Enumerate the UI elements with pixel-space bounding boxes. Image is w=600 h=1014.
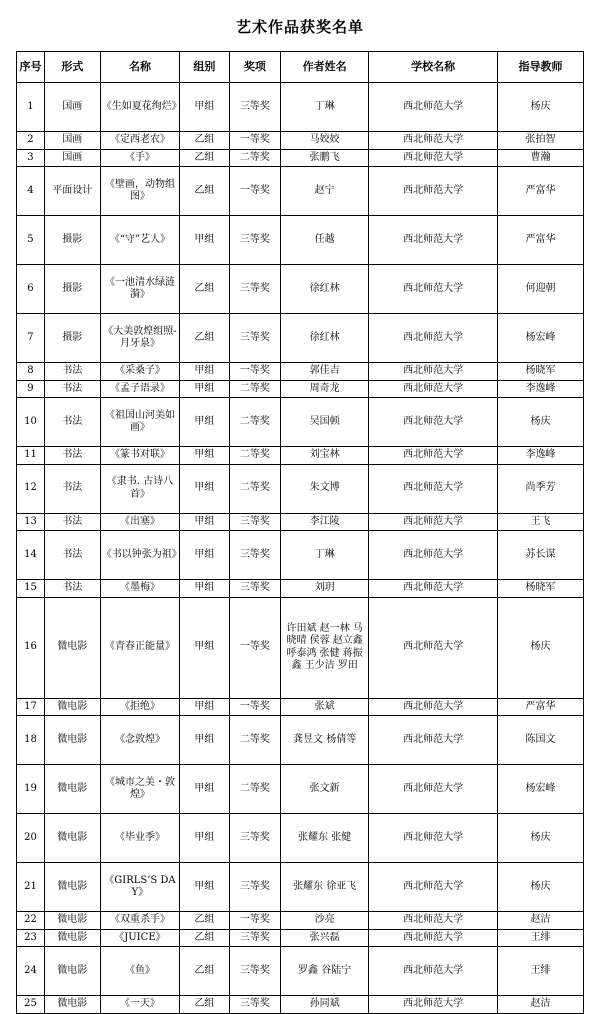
cell-name: 《隶书. 古诗八首》	[100, 464, 179, 513]
cell-name: 《大美敦煌组照-月牙泉》	[100, 314, 179, 363]
table-row	[17, 216, 584, 265]
cell-author: 丁琳	[281, 531, 369, 580]
cell-author: 罗鑫 谷陆宁	[281, 947, 369, 996]
cell-tutor: 杨晓军	[498, 580, 584, 598]
cell-group: 甲组	[180, 398, 229, 447]
cell-prize: 三等奖	[229, 814, 281, 863]
cell-author: 张斌	[281, 698, 369, 716]
cell-tutor: 杨庆	[498, 83, 584, 132]
table-row	[17, 380, 584, 398]
table-row	[17, 912, 584, 930]
table-row	[17, 447, 584, 465]
cell-school: 西北师范大学	[369, 912, 498, 930]
cell-group: 甲组	[180, 580, 229, 598]
cell-form: 微电影	[44, 863, 100, 912]
table-header	[17, 52, 584, 83]
cell-school: 西北师范大学	[369, 597, 498, 698]
cell-author: 刘玥	[281, 580, 369, 598]
table-row	[17, 314, 584, 363]
cell-prize: 一等奖	[229, 698, 281, 716]
cell-prize: 三等奖	[229, 513, 281, 531]
cell-group: 甲组	[180, 513, 229, 531]
cell-prize: 二等奖	[229, 149, 281, 167]
table-row	[17, 363, 584, 381]
cell-form: 微电影	[44, 947, 100, 996]
cell-no: 22	[17, 912, 45, 930]
cell-no: 25	[17, 996, 45, 1014]
cell-school: 西北师范大学	[369, 149, 498, 167]
table-row	[17, 531, 584, 580]
table-row	[17, 814, 584, 863]
cell-group: 甲组	[180, 447, 229, 465]
cell-no: 13	[17, 513, 45, 531]
table-row	[17, 149, 584, 167]
cell-author: 龚昱文 杨倩等	[281, 716, 369, 765]
table-row	[17, 597, 584, 698]
table-row	[17, 716, 584, 765]
cell-group: 乙组	[180, 149, 229, 167]
cell-form: 书法	[44, 363, 100, 381]
cell-school: 西北师范大学	[369, 580, 498, 598]
cell-name: 《墨梅》	[100, 580, 179, 598]
cell-form: 微电影	[44, 765, 100, 814]
cell-school: 西北师范大学	[369, 265, 498, 314]
cell-form: 书法	[44, 513, 100, 531]
cell-form: 微电影	[44, 912, 100, 930]
table-row	[17, 398, 584, 447]
cell-no: 21	[17, 863, 45, 912]
cell-tutor: 杨庆	[498, 814, 584, 863]
table-row	[17, 132, 584, 150]
cell-tutor: 曹瀚	[498, 149, 584, 167]
cell-name: 《书以钟张为祖》	[100, 531, 179, 580]
cell-name: 《双重杀手》	[100, 912, 179, 930]
column-header-no: 序号	[17, 52, 45, 83]
cell-group: 甲组	[180, 716, 229, 765]
cell-form: 书法	[44, 531, 100, 580]
cell-name: 《出塞》	[100, 513, 179, 531]
cell-prize: 一等奖	[229, 167, 281, 216]
cell-group: 甲组	[180, 814, 229, 863]
cell-no: 1	[17, 83, 45, 132]
cell-tutor: 严富华	[498, 216, 584, 265]
cell-tutor: 严富华	[498, 167, 584, 216]
cell-no: 18	[17, 716, 45, 765]
cell-no: 12	[17, 464, 45, 513]
page-title: 艺术作品获奖名单	[235, 18, 364, 36]
table-header-row	[17, 52, 584, 83]
cell-prize: 二等奖	[229, 380, 281, 398]
cell-no: 17	[17, 698, 45, 716]
cell-tutor: 王绯	[498, 929, 584, 947]
column-header-prize: 奖项	[229, 52, 281, 83]
cell-group: 甲组	[180, 765, 229, 814]
cell-prize: 三等奖	[229, 531, 281, 580]
cell-group: 乙组	[180, 132, 229, 150]
column-header-name: 名称	[100, 52, 179, 83]
cell-name: 《篆书对联》	[100, 447, 179, 465]
cell-school: 西北师范大学	[369, 716, 498, 765]
cell-tutor: 杨晓军	[498, 363, 584, 381]
table-body	[17, 83, 584, 1014]
cell-group: 乙组	[180, 947, 229, 996]
cell-form: 微电影	[44, 814, 100, 863]
column-header-group: 组别	[180, 52, 229, 83]
table-row	[17, 513, 584, 531]
cell-school: 西北师范大学	[369, 447, 498, 465]
cell-tutor: 杨宏峰	[498, 314, 584, 363]
cell-name: 《一池清水绿涟漪》	[100, 265, 179, 314]
cell-form: 微电影	[44, 996, 100, 1014]
table-row	[17, 464, 584, 513]
cell-school: 西北师范大学	[369, 929, 498, 947]
cell-school: 西北师范大学	[369, 216, 498, 265]
cell-prize: 一等奖	[229, 363, 281, 381]
cell-form: 国画	[44, 132, 100, 150]
cell-author: 马姣姣	[281, 132, 369, 150]
cell-prize: 二等奖	[229, 464, 281, 513]
cell-author: 郭佳吉	[281, 363, 369, 381]
cell-group: 乙组	[180, 314, 229, 363]
cell-group: 甲组	[180, 531, 229, 580]
cell-form: 微电影	[44, 597, 100, 698]
cell-no: 15	[17, 580, 45, 598]
cell-prize: 二等奖	[229, 398, 281, 447]
cell-form: 书法	[44, 447, 100, 465]
table-row	[17, 265, 584, 314]
cell-school: 西北师范大学	[369, 314, 498, 363]
cell-group: 甲组	[180, 380, 229, 398]
cell-no: 2	[17, 132, 45, 150]
cell-tutor: 杨庆	[498, 398, 584, 447]
cell-form: 微电影	[44, 929, 100, 947]
cell-tutor: 王飞	[498, 513, 584, 531]
cell-prize: 二等奖	[229, 447, 281, 465]
cell-no: 23	[17, 929, 45, 947]
cell-tutor: 李逸峰	[498, 447, 584, 465]
cell-no: 16	[17, 597, 45, 698]
cell-school: 西北师范大学	[369, 765, 498, 814]
cell-prize: 三等奖	[229, 863, 281, 912]
cell-group: 甲组	[180, 698, 229, 716]
cell-school: 西北师范大学	[369, 996, 498, 1014]
cell-author: 刘宝林	[281, 447, 369, 465]
cell-name: 《壁画，动物组图》	[100, 167, 179, 216]
cell-no: 14	[17, 531, 45, 580]
cell-no: 3	[17, 149, 45, 167]
cell-group: 乙组	[180, 265, 229, 314]
cell-school: 西北师范大学	[369, 513, 498, 531]
cell-no: 4	[17, 167, 45, 216]
cell-author: 沙亮	[281, 912, 369, 930]
cell-no: 7	[17, 314, 45, 363]
cell-name: 《JUICE》	[100, 929, 179, 947]
cell-author: 任越	[281, 216, 369, 265]
cell-author: 孙同斌	[281, 996, 369, 1014]
cell-name: 《GIRLS’S DAY》	[100, 863, 179, 912]
cell-prize: 三等奖	[229, 580, 281, 598]
table-row	[17, 929, 584, 947]
cell-no: 5	[17, 216, 45, 265]
cell-tutor: 赵洁	[498, 996, 584, 1014]
cell-name: 《青春正能量》	[100, 597, 179, 698]
cell-school: 西北师范大学	[369, 83, 498, 132]
column-header-tutor: 指导教师	[498, 52, 584, 83]
cell-author: 张耀东 张健	[281, 814, 369, 863]
cell-group: 乙组	[180, 996, 229, 1014]
cell-no: 11	[17, 447, 45, 465]
cell-school: 西北师范大学	[369, 398, 498, 447]
cell-prize: 三等奖	[229, 947, 281, 996]
cell-tutor: 杨宏峰	[498, 765, 584, 814]
cell-group: 甲组	[180, 464, 229, 513]
table-row	[17, 765, 584, 814]
column-header-author: 作者姓名	[281, 52, 369, 83]
cell-school: 西北师范大学	[369, 947, 498, 996]
cell-tutor: 李逸峰	[498, 380, 584, 398]
cell-author: 张文新	[281, 765, 369, 814]
cell-prize: 三等奖	[229, 265, 281, 314]
cell-author: 周奇龙	[281, 380, 369, 398]
table-row	[17, 698, 584, 716]
cell-tutor: 王绯	[498, 947, 584, 996]
cell-tutor: 赵洁	[498, 912, 584, 930]
table-row	[17, 863, 584, 912]
cell-prize: 三等奖	[229, 314, 281, 363]
cell-tutor: 何迎朝	[498, 265, 584, 314]
column-header-form: 形式	[44, 52, 100, 83]
cell-tutor: 陈国文	[498, 716, 584, 765]
cell-no: 10	[17, 398, 45, 447]
cell-form: 平面设计	[44, 167, 100, 216]
cell-tutor: 张拍智	[498, 132, 584, 150]
cell-prize: 三等奖	[229, 216, 281, 265]
table-row	[17, 580, 584, 598]
cell-name: 《念敦煌》	[100, 716, 179, 765]
cell-name: 《孟子语录》	[100, 380, 179, 398]
column-header-school: 学校名称	[369, 52, 498, 83]
cell-group: 甲组	[180, 863, 229, 912]
cell-no: 8	[17, 363, 45, 381]
cell-school: 西北师范大学	[369, 380, 498, 398]
cell-prize: 二等奖	[229, 765, 281, 814]
cell-name: 《一天》	[100, 996, 179, 1014]
table-row	[17, 996, 584, 1014]
cell-no: 19	[17, 765, 45, 814]
cell-author: 许田斌 赵一林 马晓晴 侯蓉 赵立鑫 呼泰鸿 张健 蒋振鑫 王少洁 罗田	[281, 597, 369, 698]
cell-form: 书法	[44, 398, 100, 447]
cell-form: 微电影	[44, 716, 100, 765]
table-row	[17, 167, 584, 216]
cell-form: 摄影	[44, 265, 100, 314]
cell-author: 张兴磊	[281, 929, 369, 947]
cell-name: 《采桑子》	[100, 363, 179, 381]
cell-school: 西北师范大学	[369, 531, 498, 580]
cell-name: 《生如夏花绚烂》	[100, 83, 179, 132]
cell-school: 西北师范大学	[369, 363, 498, 381]
cell-no: 24	[17, 947, 45, 996]
cell-prize: 三等奖	[229, 83, 281, 132]
cell-tutor: 杨庆	[498, 597, 584, 698]
cell-group: 乙组	[180, 929, 229, 947]
cell-group: 甲组	[180, 363, 229, 381]
cell-form: 国画	[44, 149, 100, 167]
cell-prize: 一等奖	[229, 912, 281, 930]
cell-author: 张鹏飞	[281, 149, 369, 167]
cell-school: 西北师范大学	[369, 814, 498, 863]
cell-tutor: 杨庆	[498, 863, 584, 912]
cell-author: 张耀东 徐亚飞	[281, 863, 369, 912]
cell-prize: 三等奖	[229, 996, 281, 1014]
cell-no: 9	[17, 380, 45, 398]
cell-prize: 一等奖	[229, 597, 281, 698]
cell-group: 甲组	[180, 83, 229, 132]
cell-school: 西北师范大学	[369, 167, 498, 216]
cell-tutor: 严富华	[498, 698, 584, 716]
cell-tutor: 苏长谋	[498, 531, 584, 580]
cell-name: 《拒绝》	[100, 698, 179, 716]
cell-author: 赵宁	[281, 167, 369, 216]
cell-author: 丁琳	[281, 83, 369, 132]
cell-prize: 二等奖	[229, 716, 281, 765]
cell-author: 吴国顿	[281, 398, 369, 447]
cell-form: 微电影	[44, 698, 100, 716]
cell-name: 《祖国山河美如画》	[100, 398, 179, 447]
cell-name: 《定西老农》	[100, 132, 179, 150]
cell-tutor: 尚季芳	[498, 464, 584, 513]
cell-form: 国画	[44, 83, 100, 132]
cell-no: 6	[17, 265, 45, 314]
cell-school: 西北师范大学	[369, 863, 498, 912]
cell-no: 20	[17, 814, 45, 863]
award-list-table	[16, 51, 584, 1014]
cell-name: 《毕业季》	[100, 814, 179, 863]
table-row	[17, 947, 584, 996]
cell-group: 甲组	[180, 216, 229, 265]
cell-school: 西北师范大学	[369, 464, 498, 513]
cell-school: 西北师范大学	[369, 698, 498, 716]
cell-form: 摄影	[44, 314, 100, 363]
cell-prize: 一等奖	[229, 132, 281, 150]
cell-group: 乙组	[180, 167, 229, 216]
cell-name: 《城市之美・敦煌》	[100, 765, 179, 814]
cell-author: 李江陵	[281, 513, 369, 531]
cell-author: 朱文博	[281, 464, 369, 513]
cell-author: 徐红林	[281, 265, 369, 314]
cell-name: 《“守”艺人》	[100, 216, 179, 265]
cell-form: 书法	[44, 380, 100, 398]
cell-prize: 三等奖	[229, 929, 281, 947]
cell-group: 甲组	[180, 597, 229, 698]
cell-form: 书法	[44, 464, 100, 513]
cell-name: 《鱼》	[100, 947, 179, 996]
table-row	[17, 83, 584, 132]
cell-name: 《手》	[100, 149, 179, 167]
cell-form: 书法	[44, 580, 100, 598]
cell-author: 徐红林	[281, 314, 369, 363]
cell-group: 乙组	[180, 912, 229, 930]
cell-school: 西北师范大学	[369, 132, 498, 150]
cell-form: 摄影	[44, 216, 100, 265]
